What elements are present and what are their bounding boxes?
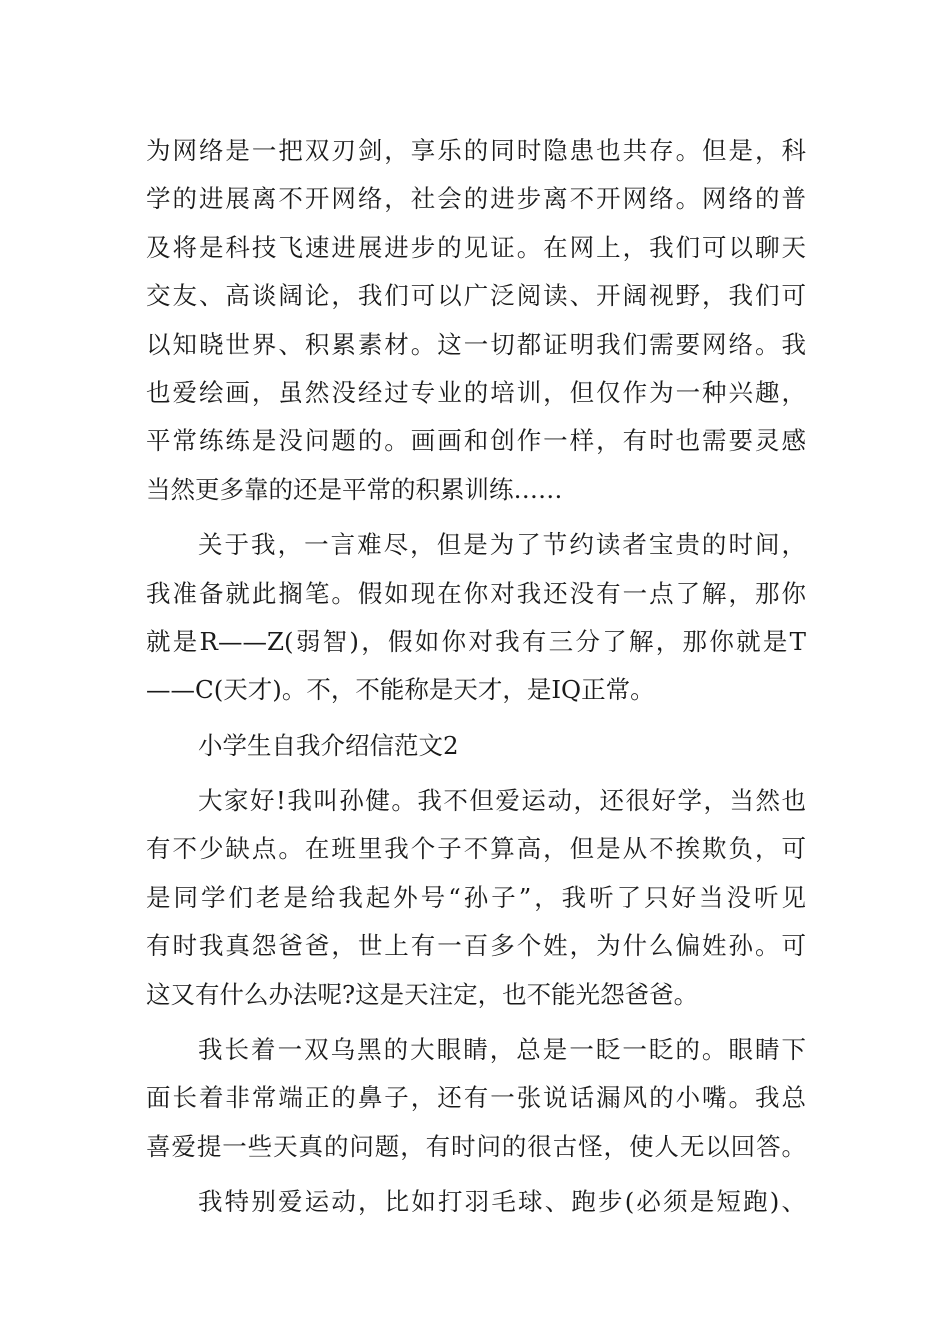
text-line: 我特别爱运动，比如打羽毛球、跑步(必须是短跑)、 xyxy=(198,1187,806,1217)
text-line: 就是R——Z(弱智)，假如你对我有三分了解，那你就是T xyxy=(146,626,806,656)
text-line: 有不少缺点。在班里我个子不算高，但是从不挨欺负，可 xyxy=(146,834,806,864)
text-line: 我准备就此搁笔。假如现在你对我还没有一点了解，那你 xyxy=(146,578,806,608)
text-line: 也爱绘画，虽然没经过专业的培训，但仅作为一种兴趣， xyxy=(146,377,806,407)
text-line: 我长着一双乌黑的大眼睛，总是一眨一眨的。眼睛下 xyxy=(198,1035,806,1065)
heading-text: 小学生自我介绍信范文2 xyxy=(198,730,459,760)
document-body xyxy=(146,127,806,1227)
text-line: 有时我真怨爸爸，世上有一百多个姓，为什么偏姓孙。可 xyxy=(146,931,806,961)
text-line: 这又有什么办法呢?这是天注定，也不能光怨爸爸。 xyxy=(146,979,699,1009)
text-line: 喜爱提一些天真的问题，有时问的很古怪，使人无以回答。 xyxy=(146,1131,806,1161)
text-line: 关于我，一言难尽，但是为了节约读者宝贵的时间， xyxy=(198,530,806,560)
text-line: 交友、高谈阔论，我们可以广泛阅读、开阔视野，我们可 xyxy=(146,281,806,311)
text-line: 是同学们老是给我起外号“孙子”，我听了只好当没听见 xyxy=(146,882,806,912)
text-line: 面长着非常端正的鼻子，还有一张说话漏风的小嘴。我总 xyxy=(146,1083,806,1113)
text-line: 及将是科技飞速进展进步的见证。在网上，我们可以聊天 xyxy=(146,232,806,262)
section-heading xyxy=(146,722,806,770)
text-line: 大家好!我叫孙健。我不但爱运动，还很好学，当然也 xyxy=(198,786,806,816)
text-line: 为网络是一把双刃剑，享乐的同时隐患也共存。但是，科 xyxy=(146,136,806,165)
paragraph xyxy=(146,127,806,514)
text-line: 学的进展离不开网络，社会的进步离不开网络。网络的普 xyxy=(146,184,806,214)
text-line: 平常练练是没问题的。画画和创作一样，有时也需要灵感 xyxy=(146,426,806,456)
paragraph xyxy=(146,1178,806,1226)
text-line: 当然更多靠的还是平常的积累训练…… xyxy=(146,474,563,504)
text-line: ——C(天才)。不，不能称是天才，是IQ正常。 xyxy=(146,675,655,705)
text-line: 以知晓世界、积累素材。这一切都证明我们需要网络。我 xyxy=(146,329,806,359)
paragraph xyxy=(146,777,806,1019)
paragraph xyxy=(146,521,806,715)
paragraph xyxy=(146,1026,806,1171)
